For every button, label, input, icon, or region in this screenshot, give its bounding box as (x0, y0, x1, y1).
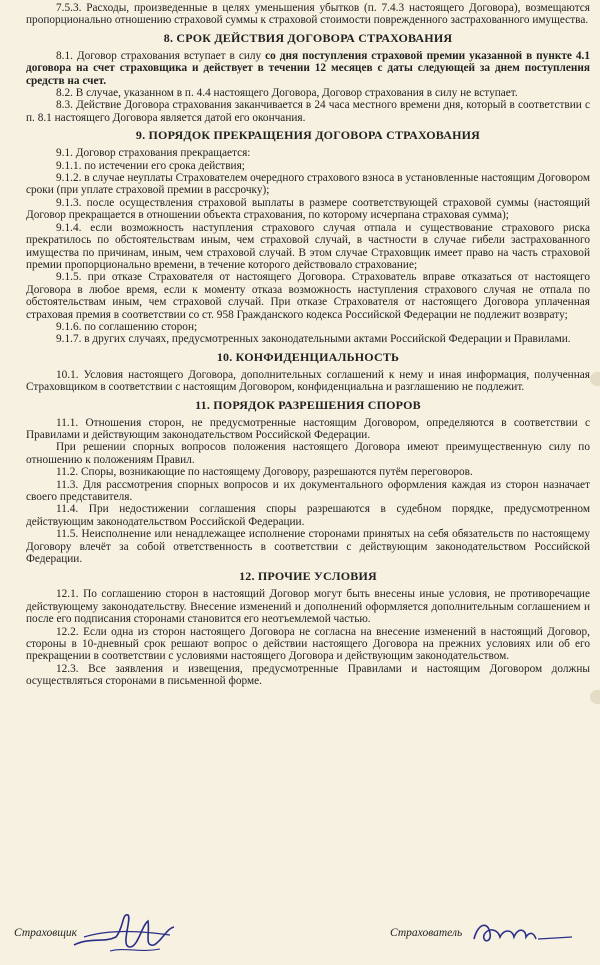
clause-8-1 (26, 50, 590, 87)
clause-11-4: 11.4. При недостижении соглашения споры разрешаются в судебном порядке, предусмотренном действующим законодательством Российской Федерации. (26, 503, 590, 528)
clause-11-5: 11.5. Неисполнение или ненадлежащее исполнение сторонами принятых на себя обязательств по настоящему Договору влечёт за собой ответственность в соответствии с действующим законодательством Российской Федерации. (26, 528, 590, 566)
clause-9-1-1: 9.1.1. по истечении его срока действия; (56, 159, 245, 172)
clause-9-1-3: 9.1.3. после осуществления страховой выплаты в размере соответствующей страховой суммы (настоящий Договор прекращается в отношении объекта страхования, по которому исчерпана страховая сумма); (26, 196, 590, 222)
insured-signature-icon (468, 913, 578, 953)
clause-11-3: 11.3. Для рассмотрения спорных вопросов и их документального оформления каждая из сторон назначает своего представителя. (26, 478, 590, 503)
insurer-signature-icon (70, 907, 180, 959)
clause-9-1-2: 9.1.2. в случае неуплаты Страхователем очередного страхового взноса в установленные настоящим Договором сроки (при уплате страховой премии в рассрочку); (26, 172, 590, 197)
clause-12-1: 12.1. По соглашению сторон в настоящий Договор могут быть внесены иные условия, не противоречащие действующему законодательству. Внесение изменений и дополнений оформляется дополнительным соглашением и после его подписания сторонами становится его неотъемлемой частью. (26, 588, 590, 626)
insured-label: Страхователь (390, 927, 463, 939)
section-12-title: 12. ПРОЧИЕ УСЛОВИЯ (239, 569, 377, 584)
section-11-title: 11. ПОРЯДОК РАЗРЕШЕНИЯ СПОРОВ (195, 397, 421, 412)
clause-12-2: 12.2. Если одна из сторон настоящего Договора не согласна на внесение изменений в настоящий Договор, стороны в 10-дневный срок решают вопрос о действии настоящего Договора на прежних условиях или об его прекращении в соответствии с условиями настоящего Договора и действующим законодательством. (26, 625, 590, 663)
section-10-title: 10. КОНФИДЕНЦИАЛЬНОСТЬ (216, 349, 400, 364)
punch-hole-mark (590, 690, 600, 704)
punch-hole-mark (590, 372, 600, 386)
clause-9-1-5: 9.1.5. при отказе Страхователя от настоящего Договора. Страхователь вправе отказаться от настоящего Договора в любое время, если к моменту отказа возможность наступления страхового случая не отпала по обстоятельствам иным, чем страховой случай. При отказе Страхователя от настоящего Договора уплаченная страховая премия в соответствии со ст. 958 Гражданского кодекса Российской Федерации не подлежит возврату; (26, 271, 590, 321)
clause-11-1: 11.1. Отношения сторон, не предусмотренные настоящим Договором, определяются в соответствии с Правилами и действующим законодательством Российской Федерации. (26, 416, 590, 441)
clause-11-2: 11.2. Споры, возникающие по настоящему Договору, разрешаются путём переговоров. (56, 466, 473, 479)
clause-8-3: 8.3. Действие Договора страхования заканчивается в 24 часа местного времени дня, который в соответствии с п. 8.1 настоящего Договора является датой его окончания. (26, 99, 590, 124)
clause-9-1-7: 9.1.7. в других случаях, предусмотренных законодательными актами Российской Федерации и Правилами. (56, 333, 571, 346)
clause-8-1-bold: со дня поступления страховой премии указанной в пункте 4.1 договора на счет страховщика и действует в течении 12 месяцев с даты следующей за днем поступления средств на счет. (26, 49, 590, 87)
clause-8-1-start: 8.1. Договор страхования вступает в силу (56, 49, 266, 62)
clause-10-1: 10.1. Условия настоящего Договора, дополнительных соглашений к нему и иная информация, полученная Страховщиком в соответствии с настоящим Договором, конфиденциальна и разглашению не подлежит. (26, 368, 590, 394)
insurer-label: Страховщик (14, 927, 78, 939)
signature-area (0, 905, 600, 965)
clause-7-5-3: 7.5.3. Расходы, произведенные в целях уменьшения убытков (п. 7.4.3 настоящего Договора), возмещаются пропорционально отношению страховой суммы к страховой стоимости поврежденного застрахованного имущества. (26, 2, 590, 27)
clause-9-1-6: 9.1.6. по соглашению сторон; (56, 320, 198, 333)
clause-8-2: 8.2. В случае, указанном в п. 4.4 настоящего Договора, Договор страхования в силу не вступает. (56, 87, 518, 100)
clause-12-3: 12.3. Все заявления и извещения, предусмотренные Правилами и настоящим Договором должны осуществляться сторонами в письменной форме. (26, 662, 590, 688)
clause-11-1-b: При решении спорных вопросов положения настоящего Договора имеют преимущественную силу по отношению к положениям Правил. (26, 441, 590, 466)
section-8-title: 8. СРОК ДЕЙСТВИЯ ДОГОВОРА СТРАХОВАНИЯ (163, 30, 453, 45)
clause-9-1-4: 9.1.4. если возможность наступления страхового случая отпала и существование страхового риска прекратилось по обстоятельствам иным, чем страховой случай, в частности в случае гибели застрахованного имущества по причинам, иным, чем страховой случай. В этом случае Страховщик имеет право на часть страховой премии пропорционально времени, в течение которого действовало страхование; (26, 221, 590, 271)
clause-9-1: 9.1. Договор страхования прекращается: (56, 147, 251, 160)
section-9-title: 9. ПОРЯДОК ПРЕКРАЩЕНИЯ ДОГОВОРА СТРАХОВАНИЯ (135, 128, 481, 143)
